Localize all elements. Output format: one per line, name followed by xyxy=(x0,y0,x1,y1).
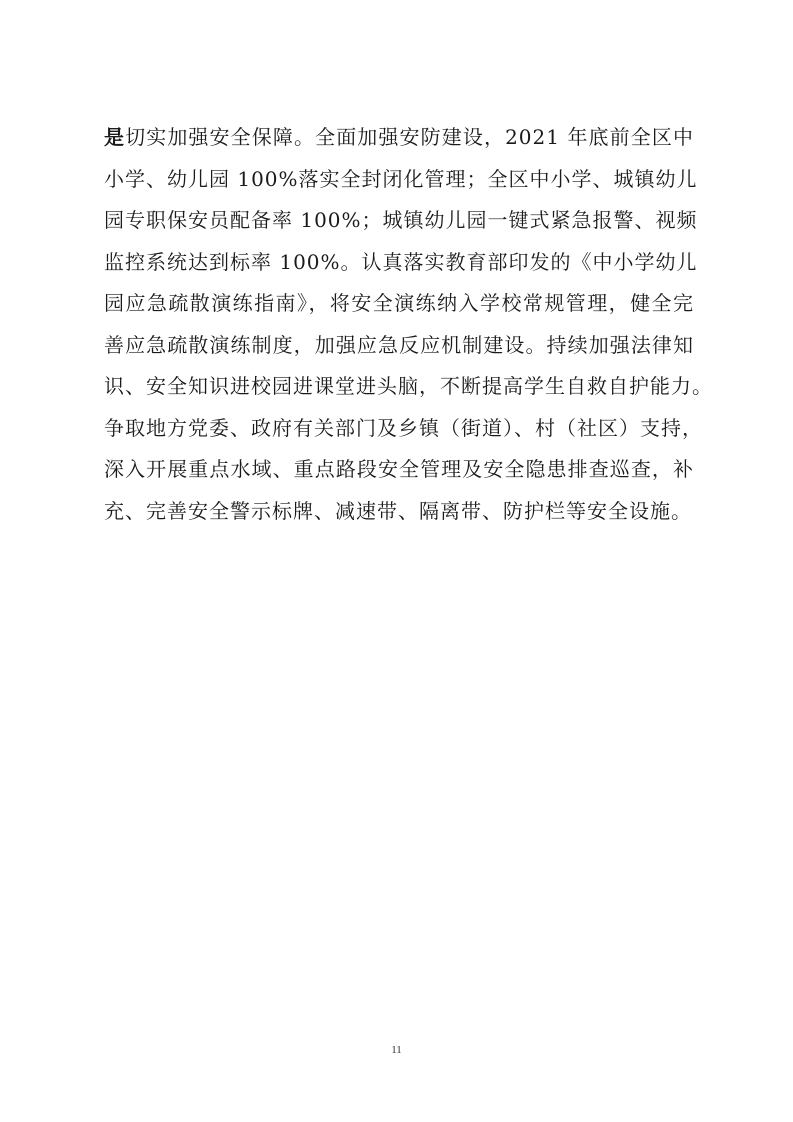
paragraph-line-6: 善应急疏散演练制度，加强应急反应机制建设。持续加强法律知 xyxy=(104,332,694,357)
paragraph-line-7: 识、安全知识进校园进课堂进头脑，不断提高学生自救自护能力。 xyxy=(104,374,713,398)
line-1-text: 切实加强安全保障。全面加强安防建设，2021 年底前全区中 xyxy=(125,125,694,149)
paragraph-line-4: 监控系统达到标率 100%。认真落实教育部印发的《中小学幼儿 xyxy=(104,249,698,274)
paragraph-line-1 xyxy=(104,117,694,159)
lead-word: 是 xyxy=(104,125,126,149)
body-paragraph xyxy=(104,117,713,532)
paragraph-line-2: 小学、幼儿园 100%落实全封闭化管理；全区中小学、城镇幼儿 xyxy=(104,166,698,191)
paragraph-line-3: 园专职保安员配备率 100%；城镇幼儿园一键式紧急报警、视频 xyxy=(104,208,698,232)
paragraph-line-5: 园应急疏散演练指南》，将安全演练纳入学校常规管理，健全完 xyxy=(104,291,694,315)
page-number: 11 xyxy=(391,1044,402,1056)
paragraph-line-10: 充、完善安全警示标牌、减速带、隔离带、防护栏等安全设施。 xyxy=(104,498,692,523)
paragraph-line-8: 争取地方党委、政府有关部门及乡镇（街道）、村（社区）支持， xyxy=(104,415,703,440)
paragraph-line-9: 深入开展重点水域、重点路段安全管理及安全隐患排查巡查，补 xyxy=(104,457,694,481)
